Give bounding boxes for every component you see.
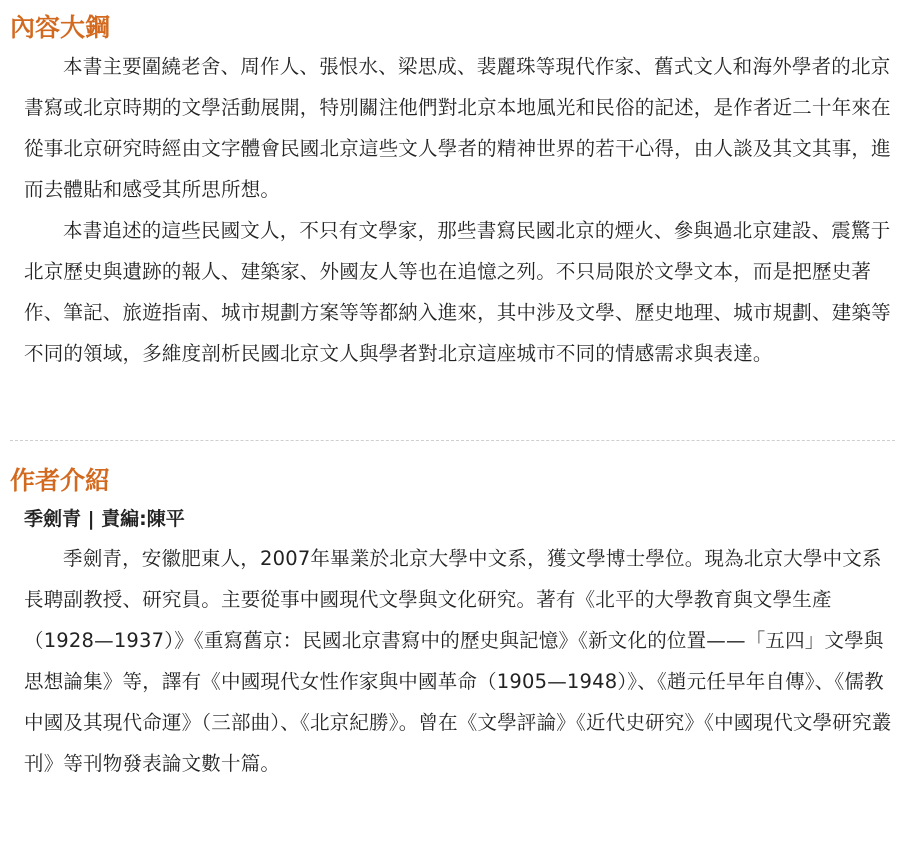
section-divider xyxy=(10,440,895,441)
summary-paragraph-1: 本書主要圍繞老舍、周作人、張恨水、梁思成、裴麗珠等現代作家、舊式文人和海外學者的北京書寫或北京時期的文學活動展開，特別關注他們對北京本地風光和民俗的記述，是作者近二十年來在從事北京研究時經由文字體會民國北京這些文人學者的精神世界的若干心得，由人談及其文其事，進而去體貼和感受其所思所想。 xyxy=(24,55,891,201)
summary-heading: 內容大鋼 xyxy=(10,13,111,42)
summary-content xyxy=(24,46,896,374)
summary-paragraph-2: 本書追述的這些民國文人，不只有文學家，那些書寫民國北京的煙火、參與過北京建設、震驚于北京歷史與遺跡的報人、建築家、外國友人等也在追憶之列。不只局限於文學文本，而是把歷史著作、筆記、旅遊指南、城市規劃方案等等都納入進來，其中涉及文學、歷史地理、城市規劃、建築等不同的領域，多維度剖析民國北京文人與學者對北京這座城市不同的情感需求與表達。 xyxy=(24,219,891,365)
author-bio-paragraph: 季劍青，安徽肥東人，2007年畢業於北京大學中文系，獲文學博士學位。現為北京大學中文系長聘副教授、研究員。主要從事中國現代文學與文化研究。著有《北平的大學教育與文學生產（1928—1937）》《重寫舊京：民國北京書寫中的歷史與記憶》《新文化的位置——「五四」文學與思想論集》等，譯有《中國現代女性作家與中國革命（1905—1948）》、《趙元任早年自傳》、《儒教中國及其現代命運》（三部曲）、《北京紀勝》。曾在《文學評論》《近代史研究》《中國現代文學研究叢刊》等刊物發表論文數十篇。 xyxy=(24,547,892,775)
author-bio-content xyxy=(24,538,896,784)
author-heading: 作者介紹 xyxy=(10,466,111,495)
author-editor-line: 季劍青 | 責編:陳平 xyxy=(24,508,185,530)
